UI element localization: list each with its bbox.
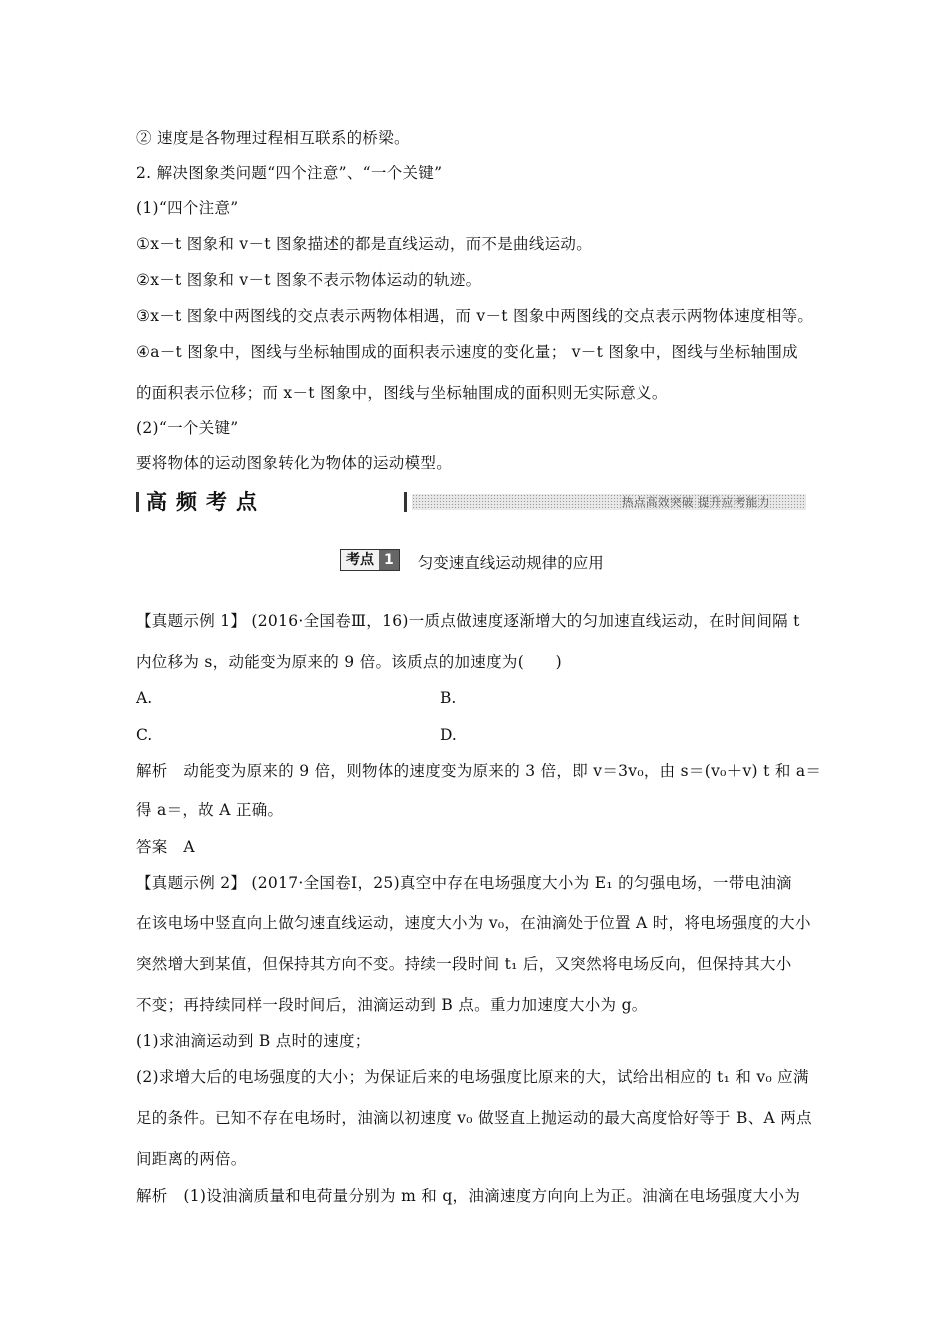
example-2-stem: 突然增大到某值，但保持其方向不变。持续一段时间 t₁ 后，又突然将电场反向，但保持其大小 <box>136 955 792 973</box>
section-header <box>136 489 806 515</box>
text-line: ①x－t 图象和 v－t 图象描述的都是直线运动，而不是曲线运动。 <box>136 235 593 253</box>
option-d: D. <box>440 726 457 744</box>
topic-title: 匀变速直线运动规律的应用 <box>417 554 604 572</box>
topic-badge-number: 1 <box>379 550 399 570</box>
topic-heading <box>340 549 604 571</box>
section-subtitle: 热点高效突破 提升应考能力 <box>621 495 770 509</box>
text-line: (2)“一个关键” <box>136 419 239 437</box>
text-line: 2. 解决图象类问题“四个注意”、“一个关键” <box>136 164 443 182</box>
section-divider <box>136 492 139 512</box>
example-1-analysis: 得 a＝，故 A 正确。 <box>136 801 284 819</box>
text-line: ④a－t 图象中，图线与坐标轴围成的面积表示速度的变化量； v－t 图象中，图线与坐标轴围成 <box>136 343 798 361</box>
example-2-stem: 【真题示例 2】 (2017·全国卷Ⅰ，25)真空中存在电场强度大小为 E₁ 的匀强电场，一带电油滴 <box>136 874 792 892</box>
example-1-analysis: 解析 动能变为原来的 9 倍，则物体的速度变为原来的 3 倍，即 v＝3v₀，由 s＝(v₀＋v) t 和 a＝ <box>136 762 822 780</box>
option-b: B. <box>440 689 457 707</box>
option-c: C. <box>136 726 153 744</box>
topic-badge-label: 考点 <box>346 552 374 568</box>
example-1-stem: 内位移为 s，动能变为原来的 9 倍。该质点的加速度为( ) <box>136 653 562 671</box>
text-line: ③x－t 图象中两图线的交点表示两物体相遇，而 v－t 图象中两图线的交点表示两物体速度相等。 <box>136 307 814 325</box>
example-2-question-2: 间距离的两倍。 <box>136 1150 247 1168</box>
text-line: ② 速度是各物理过程相互联系的桥梁。 <box>136 129 410 147</box>
section-title: 高频考点 <box>146 490 266 514</box>
example-2-stem: 不变；再持续同样一段时间后，油滴运动到 B 点。重力加速度大小为 g。 <box>136 996 648 1014</box>
text-line: 要将物体的运动图象转化为物体的运动模型。 <box>136 454 453 472</box>
example-2-question-2: (2)求增大后的电场强度的大小；为保证后来的电场强度比原来的大，试给出相应的 t₁ 和 v₀ 应满 <box>136 1068 809 1086</box>
text-line: ②x－t 图象和 v－t 图象不表示物体运动的轨迹。 <box>136 271 482 289</box>
example-2-question-1: (1)求油滴运动到 B 点时的速度； <box>136 1032 371 1050</box>
example-2-stem: 在该电场中竖直向上做匀速直线运动，速度大小为 v₀，在油滴处于位置 A 时，将电场强度的大小 <box>136 914 811 932</box>
topic-badge <box>340 549 400 571</box>
section-divider <box>404 492 407 512</box>
option-a: A. <box>136 689 153 707</box>
text-line: 的面积表示位移；而 x－t 图象中，图线与坐标轴围成的面积则无实际意义。 <box>136 384 668 402</box>
example-2-question-2: 足的条件。已知不存在电场时，油滴以初速度 v₀ 做竖直上抛运动的最大高度恰好等于 B、A 两点 <box>136 1109 812 1127</box>
text-line: (1)“四个注意” <box>136 199 239 217</box>
example-2-analysis: 解析 (1)设油滴质量和电荷量分别为 m 和 q，油滴速度方向向上为正。油滴在电场强度大小为 <box>136 1187 801 1205</box>
example-1-stem: 【真题示例 1】 (2016·全国卷Ⅲ，16)一质点做速度逐渐增大的匀加速直线运动，在时间间隔 t <box>136 612 800 630</box>
example-1-answer: 答案 A <box>136 838 195 856</box>
